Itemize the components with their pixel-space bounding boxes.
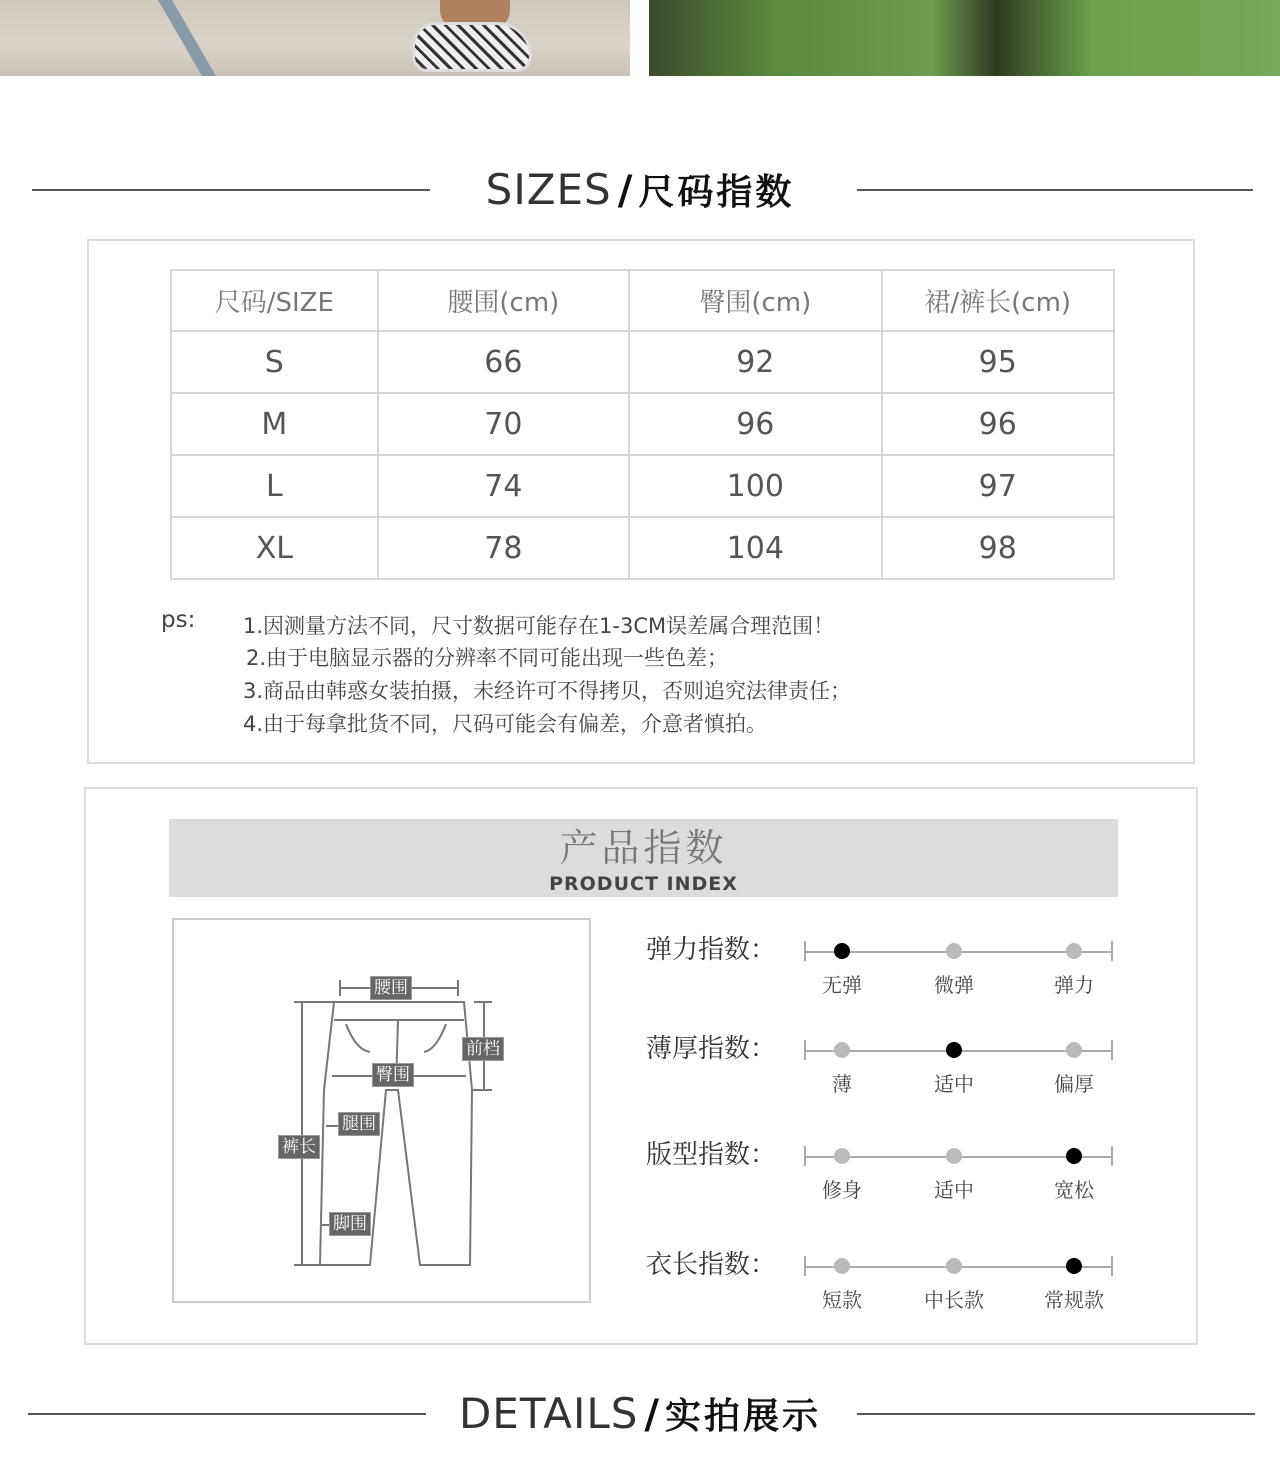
thigh-tag: 腿围	[338, 1112, 380, 1136]
index-option: 短款	[822, 1288, 862, 1312]
index-row	[646, 929, 1186, 1019]
table-row	[171, 517, 1114, 579]
index-label: 衣长指数：	[646, 1250, 777, 1280]
track-tick	[804, 1040, 806, 1060]
table-cell: L	[171, 455, 378, 517]
product-index-box	[84, 787, 1198, 1345]
product-index-title-en: PRODUCT INDEX	[549, 873, 738, 895]
product-index-title-zh: 产品指数	[559, 826, 728, 870]
index-option: 修身	[822, 1178, 862, 1202]
track-tick	[1111, 1256, 1113, 1276]
dot-icon	[1066, 1042, 1082, 1058]
note-line: 3.商品由韩惑女装拍摄，未经许可不得拷贝，否则追究法律责任；	[243, 679, 852, 703]
track-tick	[804, 941, 806, 961]
table-cell: 70	[378, 393, 629, 455]
track-tick	[1111, 1040, 1113, 1060]
index-option: 薄	[832, 1072, 852, 1096]
index-option: 适中	[934, 1072, 974, 1096]
size-table	[170, 269, 1115, 580]
selected-dot-icon	[834, 943, 850, 959]
details-title-zh: 实拍展示	[665, 1396, 822, 1437]
hip-tag: 臀围	[372, 1063, 414, 1087]
dot-icon	[946, 1258, 962, 1274]
index-option: 微弹	[934, 973, 974, 997]
dot-icon	[834, 1148, 850, 1164]
index-label: 薄厚指数：	[646, 1034, 777, 1064]
photo-strap	[158, 0, 216, 76]
index-row	[646, 1244, 1186, 1334]
dot-icon	[946, 943, 962, 959]
table-cell: 66	[378, 331, 629, 393]
pants-measurement-diagram	[172, 918, 591, 1303]
selected-dot-icon	[1066, 1148, 1082, 1164]
size-chart-box	[87, 239, 1195, 764]
product-index-banner	[169, 819, 1118, 897]
index-option: 偏厚	[1054, 1072, 1094, 1096]
table-cell: 78	[378, 517, 629, 579]
index-label: 弹力指数：	[646, 935, 777, 965]
table-cell: 100	[629, 455, 881, 517]
table-cell: 92	[629, 331, 881, 393]
rise-tag: 前档	[462, 1037, 504, 1061]
note-line: 1.因测量方法不同，尺寸数据可能存在1-3CM误差属合理范围！	[243, 614, 835, 638]
index-option: 弹力	[1054, 973, 1094, 997]
table-cell: 74	[378, 455, 629, 517]
table-cell: 96	[882, 393, 1115, 455]
dot-icon	[834, 1042, 850, 1058]
table-cell: 96	[629, 393, 881, 455]
sizes-section-header	[0, 160, 1280, 220]
table-row	[171, 455, 1114, 517]
table-cell: S	[171, 331, 378, 393]
track-tick	[804, 1146, 806, 1166]
dot-icon	[834, 1258, 850, 1274]
photo-shoe	[412, 22, 532, 72]
index-row	[646, 1028, 1186, 1118]
track-tick	[1111, 941, 1113, 961]
table-cell: 95	[882, 331, 1115, 393]
track-tick	[1111, 1146, 1113, 1166]
dot-icon	[946, 1148, 962, 1164]
waist-tag: 腰围	[370, 976, 412, 1000]
index-option: 适中	[934, 1178, 974, 1202]
sizes-title-en: SIZES	[485, 165, 612, 214]
product-photo-right	[649, 0, 1280, 76]
selected-dot-icon	[946, 1042, 962, 1058]
table-header-cell: 尺码/SIZE	[171, 270, 378, 331]
dot-icon	[1066, 943, 1082, 959]
note-line: 2.由于电脑显示器的分辨率不同可能出现一些色差；	[246, 646, 729, 670]
index-option: 无弹	[822, 973, 862, 997]
details-title-slash: /	[644, 1392, 660, 1438]
sizes-title-zh: 尺码指数	[638, 172, 795, 213]
selected-dot-icon	[1066, 1258, 1082, 1274]
length-tag: 裤长	[278, 1135, 320, 1159]
index-option: 中长款	[924, 1288, 984, 1312]
table-header-cell: 裙/裤长(cm)	[882, 270, 1115, 331]
details-section-header	[0, 1384, 1280, 1444]
table-cell: 104	[629, 517, 881, 579]
sizes-title-slash: /	[617, 168, 633, 214]
note-line: 4.由于每拿批货不同，尺码可能会有偏差，介意者慎拍。	[243, 712, 768, 736]
table-header-row	[171, 270, 1114, 331]
table-row	[171, 393, 1114, 455]
table-row	[171, 331, 1114, 393]
table-cell: 98	[882, 517, 1115, 579]
table-header-cell: 臀围(cm)	[629, 270, 881, 331]
index-label: 版型指数：	[646, 1140, 777, 1170]
table-header-cell: 腰围(cm)	[378, 270, 629, 331]
table-cell: 97	[882, 455, 1115, 517]
track-tick	[804, 1256, 806, 1276]
hem-tag: 脚围	[329, 1212, 371, 1236]
index-option: 宽松	[1054, 1178, 1094, 1202]
notes-ps-label: ps:	[161, 607, 196, 633]
details-title	[0, 1384, 1280, 1453]
details-title-en: DETAILS	[458, 1389, 639, 1438]
product-photo-left	[0, 0, 630, 76]
index-row	[646, 1134, 1186, 1224]
index-option: 常规款	[1044, 1288, 1104, 1312]
table-cell: XL	[171, 517, 378, 579]
sizes-title	[0, 160, 1280, 229]
table-cell: M	[171, 393, 378, 455]
